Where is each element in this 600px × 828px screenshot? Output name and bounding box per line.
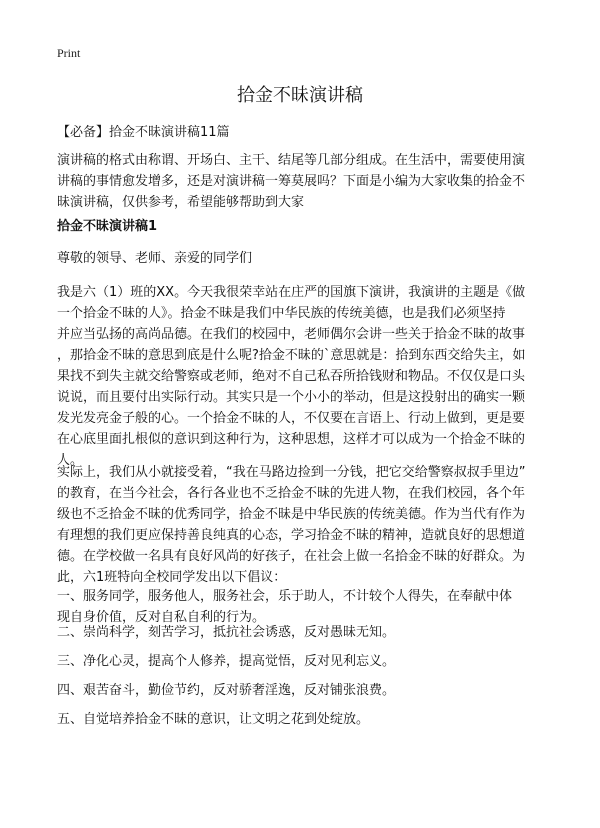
intro-line: 昧演讲稿，仅供参考，希望能够帮助到大家 <box>57 195 305 210</box>
paragraph-line: 人。 <box>57 453 84 468</box>
document-subtitle: 【必备】拾金不昧演讲稿11篇 <box>57 125 230 140</box>
proposal-item-4: 四、艰苦奋斗，勤俭节约，反对骄奢淫逸，反对铺张浪费。 <box>57 683 396 698</box>
proposal-item-5: 五、自觉培养拾金不昧的意识，让文明之花到处绽放。 <box>57 712 370 727</box>
greeting: 尊敬的领导、老师、亲爱的同学们 <box>57 251 253 266</box>
paragraph-line: 有理想的我们更应保持善良纯真的心态，学习拾金不昧的精神，造就良好的思想道 <box>57 528 526 543</box>
paragraph-line: 级也不乏拾金不昧的优秀同学，拾金不昧是中华民族的传统美德。作为当代有作为 <box>57 507 526 522</box>
intro-line: 讲稿的事情愈发增多，还是对演讲稿一筹莫展吗？下面是小编为大家收集的拾金不 <box>57 174 526 189</box>
print-link[interactable]: Print <box>57 46 81 60</box>
intro-paragraph <box>57 150 549 213</box>
proposal-item-3: 三、净化心灵，提高个人修养，提高觉悟，反对见利忘义。 <box>57 654 396 669</box>
paragraph-line: 并应当弘扬的高尚品德。在我们的校园中，老师偶尔会讲一些关于拾金不昧的故事 <box>57 327 526 342</box>
paragraph-line: 德。在学校做一名具有良好风尚的好孩子，在社会上做一名拾金不昧的好群众。为 <box>57 549 526 564</box>
paragraph-line: 果找不到失主就交给警察或老师，绝对不自己私吞所拾钱财和物品。不仅仅是口头 <box>57 369 526 384</box>
intro-line: 演讲稿的格式由称谓、开场白、主干、结尾等几部分组成。在生活中，需要使用演 <box>57 153 526 168</box>
paragraph-line: 一个拾金不昧的人》。拾金不昧是我们中华民族的传统美德，也是我们必须坚持 <box>57 306 506 321</box>
paragraph-line: 在心底里面扎根似的意识到这种行为，这种思想，这样才可以成为一个拾金不昧的 <box>57 432 526 447</box>
paragraph-line: 现自身价值，反对自私自利的行为。 <box>57 610 266 625</box>
paragraph-line: 此，六1班特向全校同学发出以下倡议： <box>57 570 287 585</box>
page-title: 拾金不昧演讲稿 <box>237 85 363 106</box>
paragraph-line: 实际上，我们从小就接受着，“我在马路边捡到一分钱，把它交给警察叔叔手里边” <box>57 465 526 480</box>
paragraph-line: 的教育，在当今社会，各行各业也不乏拾金不昧的先进人物，在我们校园，各个年 <box>57 486 526 501</box>
proposal-item-2: 二、崇尚科学，刻苦学习，抵抗社会诱惑，反对愚昧无知。 <box>57 625 396 640</box>
section-title: 拾金不昧演讲稿1 <box>57 219 158 234</box>
paragraph-2 <box>57 462 549 588</box>
paragraph-line: ，那拾金不昧的意思到底是什么呢?拾金不昧的`意思就是：拾到东西交给失主，如 <box>57 348 526 363</box>
paragraph-line: 一、服务同学，服务他人，服务社会，乐于助人，不计较个人得失，在奉献中体 <box>57 589 513 604</box>
paragraph-1 <box>57 282 549 471</box>
paragraph-line: 发光发亮金子般的心。一个拾金不昧的人，不仅要在言语上、行动上做到，更是要 <box>57 411 526 426</box>
paragraph-line: 说说，而且要付出实际行动。其实只是一个小小的举动，但是这投射出的确实一颗 <box>57 390 526 405</box>
paragraph-line: 我是六（1）班的XX。今天我很荣幸站在庄严的国旗下演讲，我演讲的主题是《做 <box>57 285 526 300</box>
